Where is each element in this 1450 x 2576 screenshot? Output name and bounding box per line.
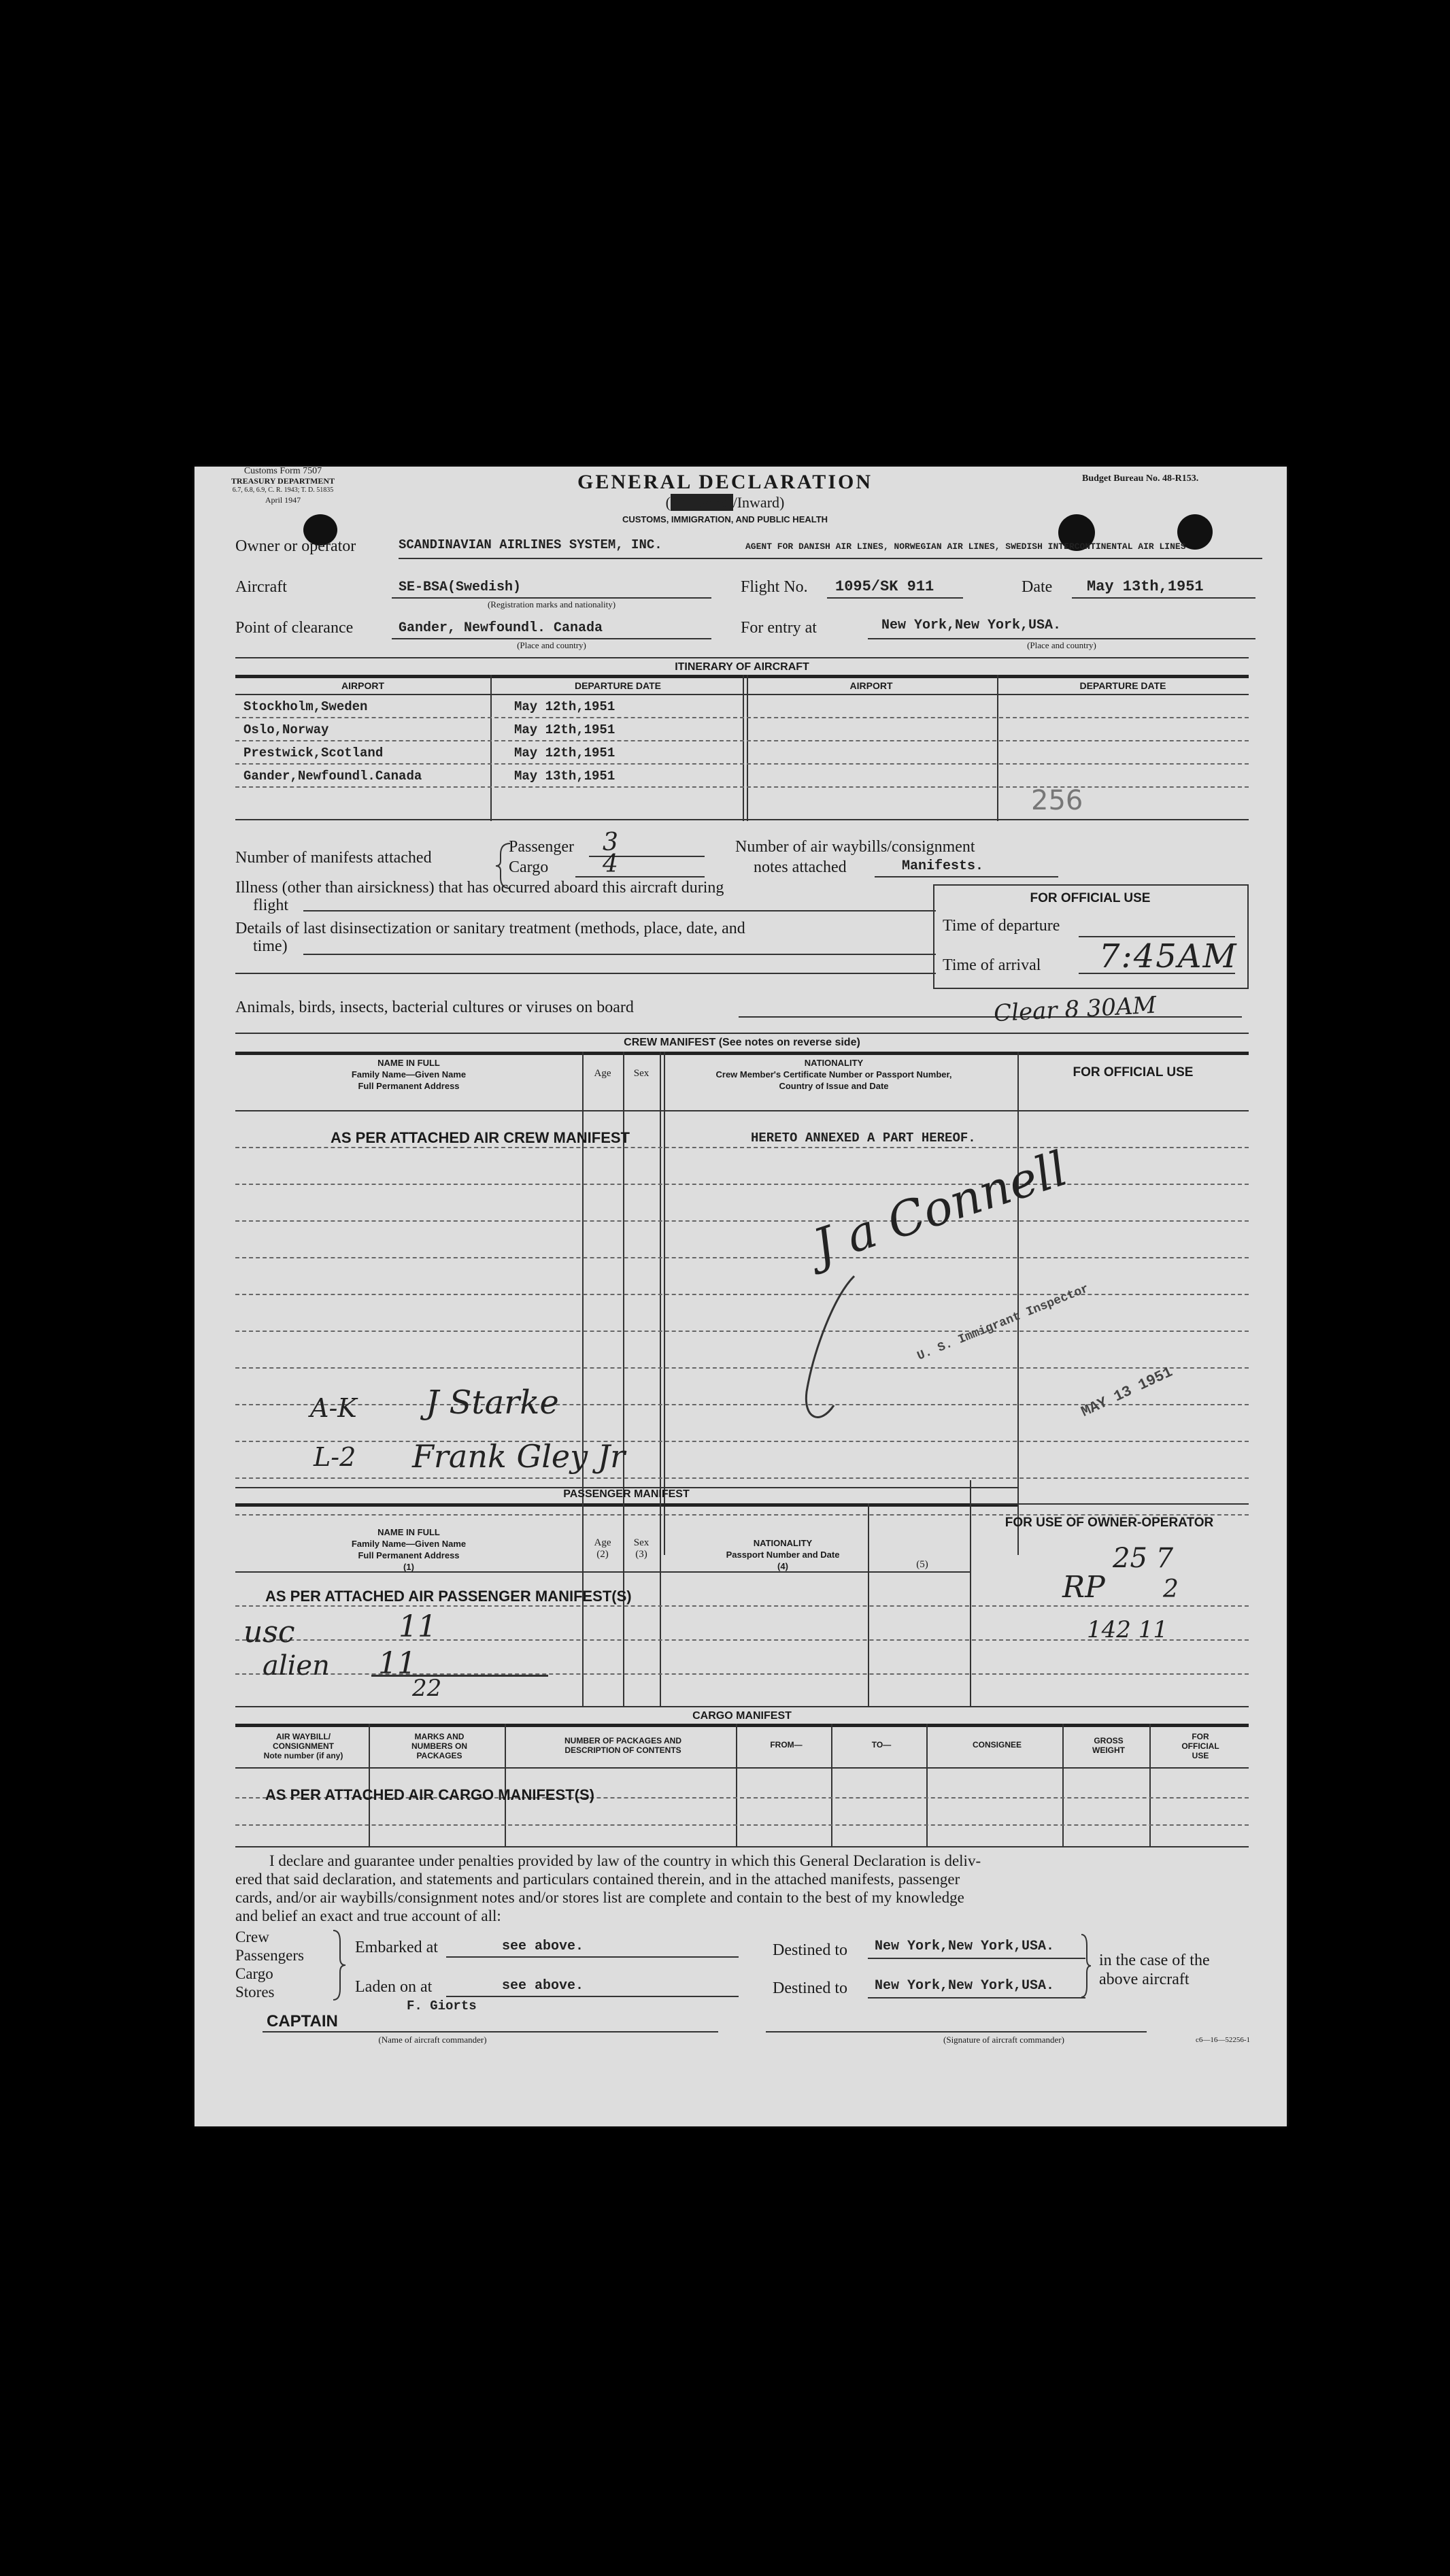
cargo-col-weight: GROSS WEIGHT: [1092, 1736, 1125, 1755]
laden-label: Laden on at: [355, 1978, 433, 1996]
cargo-col-consignee: CONSIGNEE: [972, 1740, 1022, 1750]
crew-hand-code-2: L-2: [314, 1442, 356, 1472]
itin-airport: Prestwick,Scotland: [243, 746, 384, 760]
owner-label: Owner or operator: [235, 537, 356, 555]
passenger-per-attached: AS PER ATTACHED AIR PASSENGER MANIFEST(S): [265, 1588, 632, 1605]
name-caption: (Name of aircraft commander): [378, 2035, 487, 2045]
pass-hand-alien-count: 11: [378, 1646, 416, 1681]
pass-hand-total: 22: [412, 1675, 442, 1702]
embarked-label: Embarked at: [355, 1939, 438, 1956]
itin-date: May 12th,1951: [514, 699, 616, 714]
pass-col-age: Age (2): [594, 1537, 611, 1560]
itin-header-airport-1: AIRPORT: [341, 680, 384, 691]
form-agencies: CUSTOMS, IMMIGRATION, AND PUBLIC HEALTH: [622, 514, 828, 524]
captain-label: CAPTAIN: [267, 2012, 338, 2030]
declaration-brace: [331, 1928, 347, 2003]
inspector-stamp: U. S. Immigrant Inspector: [915, 1282, 1091, 1364]
illness-line2: flight: [253, 897, 288, 914]
itinerary-title: ITINERARY OF AIRCRAFT: [675, 661, 809, 673]
laden-value: see above.: [502, 1978, 584, 1994]
pass-col-name: NAME IN FULL Family Name—Given Name Full Permanent Address (1): [351, 1527, 467, 1572]
illness-line1: Illness (other than airsickness) that has occurred aboard this aircraft during: [235, 879, 724, 897]
cargo-title: CARGO MANIFEST: [692, 1710, 792, 1722]
passenger-title: PASSENGER MANIFEST: [563, 1488, 690, 1500]
destined-brace: [1079, 1932, 1092, 2000]
pass-col-owner: FOR USE OF OWNER-OPERATOR: [1005, 1516, 1214, 1530]
flight-value: 1095/SK 911: [835, 578, 934, 595]
owner-value: SCANDINAVIAN AIRLINES SYSTEM, INC.: [399, 537, 662, 552]
clearance-label: Point of clearance: [235, 619, 354, 637]
cargo-col-packages: NUMBER OF PACKAGES AND DESCRIPTION OF CONTENTS: [564, 1736, 681, 1755]
crew-title: CREW MANIFEST (See notes on reverse side): [624, 1037, 860, 1048]
waybills-label-2: notes attached: [754, 858, 847, 876]
departure-time-label: Time of departure: [943, 917, 1060, 935]
arrival-time-label: Time of arrival: [943, 956, 1041, 974]
date-value: May 13th,1951: [1087, 578, 1204, 595]
cargo-col-to: TO—: [871, 1740, 892, 1750]
passenger-count-value: 3: [603, 829, 618, 856]
owner-agent-note: AGENT FOR DANISH AIR LINES, NORWEGIAN AIR LINES, SWEDISH INTERCONTINENTAL AIR LINES: [745, 541, 1186, 552]
disinsect-line1: Details of last disinsectization or sanitary treatment (methods, place, date, and: [235, 920, 745, 937]
cargo-count-value: 4: [603, 850, 618, 878]
waybills-label-1: Number of air waybills/consignment: [735, 838, 975, 856]
destined-value-1: New York,New York,USA.: [875, 1939, 1055, 1954]
cargo-col-marks: MARKS AND NUMBERS ON PACKAGES: [411, 1732, 467, 1760]
cargo-col-from: FROM—: [770, 1740, 803, 1750]
crew-hand-name-2: Frank Gley Jr: [412, 1438, 626, 1475]
crew-col-sex: Sex: [633, 1068, 650, 1079]
treasury-dept: TREASURY DEPARTMENT: [231, 476, 335, 486]
itin-date: May 13th,1951: [514, 769, 616, 784]
pass-hand-alien: alien: [263, 1650, 330, 1682]
passenger-count-label: Passenger: [509, 838, 574, 856]
form-regs: 6.7, 6.8, 6.9, C. R. 1943; T. D. 51835: [232, 486, 334, 494]
form-date: April 1947: [265, 495, 301, 505]
itin-airport: Gander,Newfoundl.Canada: [243, 769, 422, 784]
aircraft-value: SE-BSA(Swedish): [399, 580, 522, 595]
owner-note-4: 142 11: [1087, 1616, 1168, 1643]
flight-label: Flight No.: [741, 578, 808, 596]
cargo-col-waybill: AIR WAYBILL/ CONSIGNMENT Note number (if any): [263, 1732, 343, 1760]
case-of-aircraft: in the case of the above aircraft: [1099, 1952, 1210, 1988]
itin-date: May 12th,1951: [514, 746, 616, 760]
crew-per-attached: AS PER ATTACHED AIR CREW MANIFEST: [331, 1129, 630, 1146]
date-label: Date: [1022, 578, 1053, 596]
signature-caption: (Signature of aircraft commander): [943, 2035, 1064, 2045]
crew-hereto: HERETO ANNEXED A PART HEREOF.: [751, 1131, 976, 1145]
itin-header-airport-2: AIRPORT: [849, 680, 893, 691]
itin-airport: Stockholm,Sweden: [243, 699, 368, 714]
crew-hand-name-1: J Starke: [426, 1384, 559, 1422]
date-stamp: MAY 13 1951: [1079, 1363, 1176, 1421]
captain-name: F. Giorts: [407, 1998, 477, 2013]
itin-date: May 12th,1951: [514, 722, 616, 737]
form-title: GENERAL DECLARATION: [577, 471, 873, 493]
crew-hand-code-1: A-K: [310, 1393, 357, 1423]
pass-col-5: (5): [916, 1559, 928, 1570]
embarked-value: see above.: [502, 1939, 584, 1954]
cargo-col-official: FOR OFFICIAL USE: [1181, 1732, 1219, 1760]
aircraft-caption: (Registration marks and nationality): [487, 599, 616, 609]
itin-airport: Oslo,Norway: [243, 722, 329, 737]
arrival-time-value: 7:45AM: [1099, 937, 1238, 975]
cargo-count-label: Cargo: [509, 858, 549, 876]
animals-label: Animals, birds, insects, bacterial cultures or viruses on board: [235, 999, 634, 1016]
clear-time-note: Clear 8 30AM: [993, 991, 1158, 1028]
destined-label-2: Destined to: [773, 1979, 847, 1997]
pass-hand-usc-count: 11: [399, 1609, 437, 1644]
owner-note-3: 2: [1163, 1575, 1179, 1603]
itin-header-date-2: DEPARTURE DATE: [1079, 680, 1166, 691]
manifests-label: Number of manifests attached: [235, 849, 432, 867]
disinsect-line2: time): [253, 937, 288, 955]
general-declaration-form: [195, 467, 1287, 2126]
entry-label: For entry at: [741, 619, 817, 637]
aircraft-label: Aircraft: [235, 578, 287, 596]
signature-stroke: [793, 1269, 888, 1433]
form-subtitle: ((Outward)/Inward): [665, 494, 785, 511]
inspector-signature: J a Connell: [807, 1140, 1074, 1275]
destined-value-2: New York,New York,USA.: [875, 1978, 1055, 1994]
declaration-text: I declare and guarantee under penalties provided by law of the country in which this General Declaration is deliv- ered that said declaration, and statements and particulars contained therein, and in the attached manifests, passenger cards, and/or air waybills/consignment notes and/or stores list are complete and contain to the best of my knowledge and belief an exact and true account of all:: [235, 1852, 981, 1924]
crew-col-official: FOR OFFICIAL USE: [1073, 1065, 1194, 1080]
cargo-per-attached: AS PER ATTACHED AIR CARGO MANIFEST(S): [265, 1786, 594, 1803]
declaration-items: Crew Passengers Cargo Stores: [235, 1928, 304, 2001]
clearance-value: Gander, Newfoundl. Canada: [399, 620, 603, 636]
waybills-value: Manifests.: [902, 858, 984, 874]
pass-col-sex: Sex (3): [633, 1537, 650, 1560]
gpo-code: c6—16—52256-1: [1196, 2036, 1251, 2044]
crew-col-age: Age: [594, 1068, 611, 1079]
crew-col-name: NAME IN FULL Family Name—Given Name Full Permanent Address: [351, 1058, 467, 1091]
pass-col-nationality: NATIONALITY Passport Number and Date (4): [726, 1538, 840, 1571]
form-number-block: [225, 467, 341, 505]
stamp-number: 256: [1031, 785, 1083, 816]
budget-bureau-number: Budget Bureau No. 48-R153.: [1082, 473, 1199, 484]
form-number: Customs Form 7507: [243, 466, 322, 476]
official-use-title: FOR OFFICIAL USE: [1030, 891, 1151, 905]
owner-note-1: 25 7: [1113, 1543, 1174, 1574]
itin-header-date-1: DEPARTURE DATE: [574, 680, 662, 691]
pass-hand-usc: usc: [243, 1615, 295, 1650]
crew-col-nationality: NATIONALITY Crew Member's Certificate Number or Passport Number, Country of Issue and Date: [715, 1058, 952, 1091]
entry-caption: (Place and country): [1027, 640, 1096, 650]
clearance-caption: (Place and country): [517, 640, 586, 650]
owner-note-2: RP: [1062, 1570, 1105, 1605]
entry-value: New York,New York,USA.: [881, 618, 1062, 633]
destined-label-1: Destined to: [773, 1941, 847, 1959]
struck-outward: (Outward): [670, 494, 733, 511]
